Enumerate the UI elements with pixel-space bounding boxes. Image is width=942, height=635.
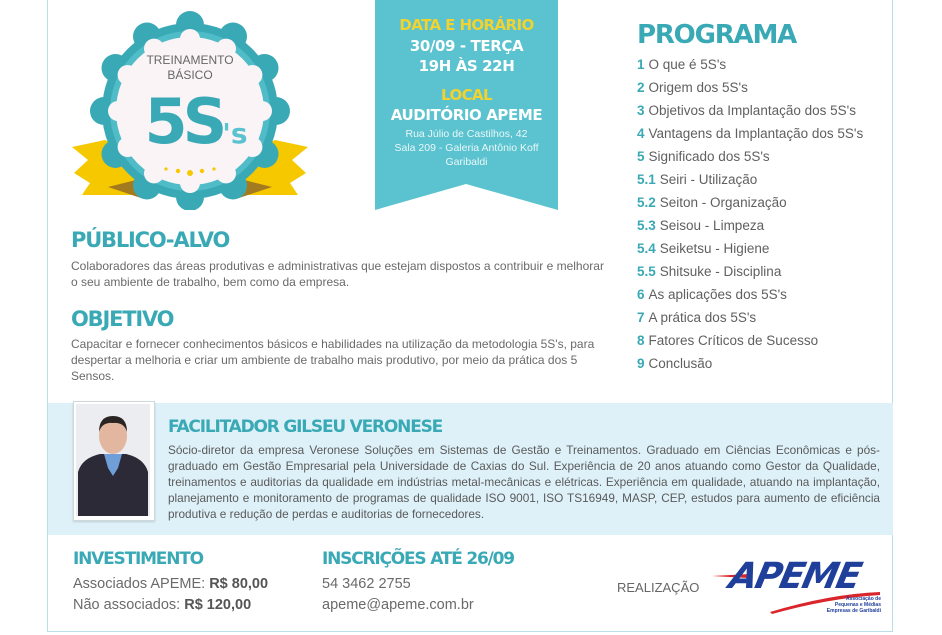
address-line-3: Garibaldi xyxy=(445,156,488,168)
program-item: 5.5 Shitsuke - Disciplina xyxy=(637,264,782,279)
event-time: 19H ÀS 22H xyxy=(418,57,515,75)
registration-title: INSCRIÇÕES ATÉ 26/09 xyxy=(322,549,514,569)
program-item: 4 Vantagens da Implantação dos 5S's xyxy=(637,126,864,141)
price-members: R$ 80,00 xyxy=(209,576,269,592)
badge-line1: TREINAMENTO xyxy=(146,53,234,67)
badge-line2: BÁSICO xyxy=(167,68,213,82)
investment-row-members: Associados APEME: R$ 80,00 xyxy=(73,576,269,592)
facilitator-bio: Sócio-diretor da empresa Veronese Soluções em Sistemas de Gestão e Treinamentos. Graduado em Ciências Econômicas e pós-graduado em Gestão Empresarial pela Universidade de Caxias do Sul. Experiência de 20 anos atuando como Gestor da Qualidade, treinamentos e auditorias da qualidade em indústrias metal-mecânicas e elétricas. Experiência em qualidade, atuando na implantação, planejamento e monitoramento de programas de qualidade ISO 9001, ISO TS16949, MASP, CEP, estudos para aumento de eficiência produtiva e redução de perdas e auditorias de fornecedores. xyxy=(168,443,880,521)
program-item: 5.2 Seiton - Organização xyxy=(637,195,787,210)
badge-suffix-text: 's xyxy=(222,117,248,150)
venue-name: AUDITÓRIO APEME xyxy=(390,106,543,124)
investment-row-nonmembers: Não associados: R$ 120,00 xyxy=(73,597,252,613)
apeme-logo-subtitle: Associação de Pequenas e Médias Empresas de Garibaldi xyxy=(826,596,881,614)
price-nonmembers: R$ 120,00 xyxy=(184,597,252,613)
organizer-label: REALIZAÇÃO xyxy=(617,580,700,595)
audience-title: PÚBLICO-ALVO xyxy=(71,228,230,252)
address-line-1: Rua Júlio de Castilhos, 42 xyxy=(405,128,528,140)
person-photo-icon xyxy=(74,402,152,518)
date-label: DATA E HORÁRIO xyxy=(399,16,534,34)
training-badge xyxy=(60,5,320,210)
program-item: 3 Objetivos da Implantação dos 5S's xyxy=(637,103,856,118)
date-location-banner xyxy=(375,0,558,210)
program-item: 1 O que é 5S's xyxy=(637,57,727,72)
program-item: 2 Origem dos 5S's xyxy=(637,80,748,95)
objective-text: Capacitar e fornecer conhecimentos básicos e habilidades na utilização da metodologia 5S's, para despertar a melhoria e criar um ambiente de trabalho mais produtivo, por meio da prática dos 5 Sensos. xyxy=(71,337,595,383)
program-title: PROGRAMA xyxy=(637,20,797,50)
program-item: 5.1 Seiri - Utilização xyxy=(637,172,758,187)
facilitator-title: FACILITADOR GILSEU VERONESE xyxy=(168,417,443,437)
apeme-logo xyxy=(710,556,885,618)
registration-email[interactable]: apeme@apeme.com.br xyxy=(322,597,474,613)
program-item: 8 Fatores Críticos de Sucesso xyxy=(637,333,819,348)
registration-phone[interactable]: 54 3462 2755 xyxy=(322,576,411,592)
event-date: 30/09 - TERÇA xyxy=(409,37,524,55)
program-list xyxy=(637,57,863,379)
audience-text: Colaboradores das áreas produtivas e administrativas que estejam dispostos a contribuir e melhorar o seu ambiente de trabalho, bem como da empresa. xyxy=(71,259,604,289)
program-item: 6 As aplicações dos 5S's xyxy=(637,287,787,302)
program-item: 5.4 Seiketsu - Higiene xyxy=(637,241,770,256)
location-label: LOCAL xyxy=(441,86,492,104)
program-item: 5 Significado dos 5S's xyxy=(637,149,770,164)
investment-title: INVESTIMENTO xyxy=(73,549,203,569)
program-item: 9 Conclusão xyxy=(637,356,713,371)
objective-title: OBJETIVO xyxy=(71,307,174,331)
program-item: 7 A prática dos 5S's xyxy=(637,310,757,325)
facilitator-photo xyxy=(73,401,155,521)
address-line-2: Sala 209 - Galeria Antônio Koff xyxy=(394,142,539,154)
badge-main-text: 5S xyxy=(144,85,223,158)
apeme-logo-text: APEME xyxy=(725,556,864,597)
program-item: 5.3 Seisou - Limpeza xyxy=(637,218,765,233)
